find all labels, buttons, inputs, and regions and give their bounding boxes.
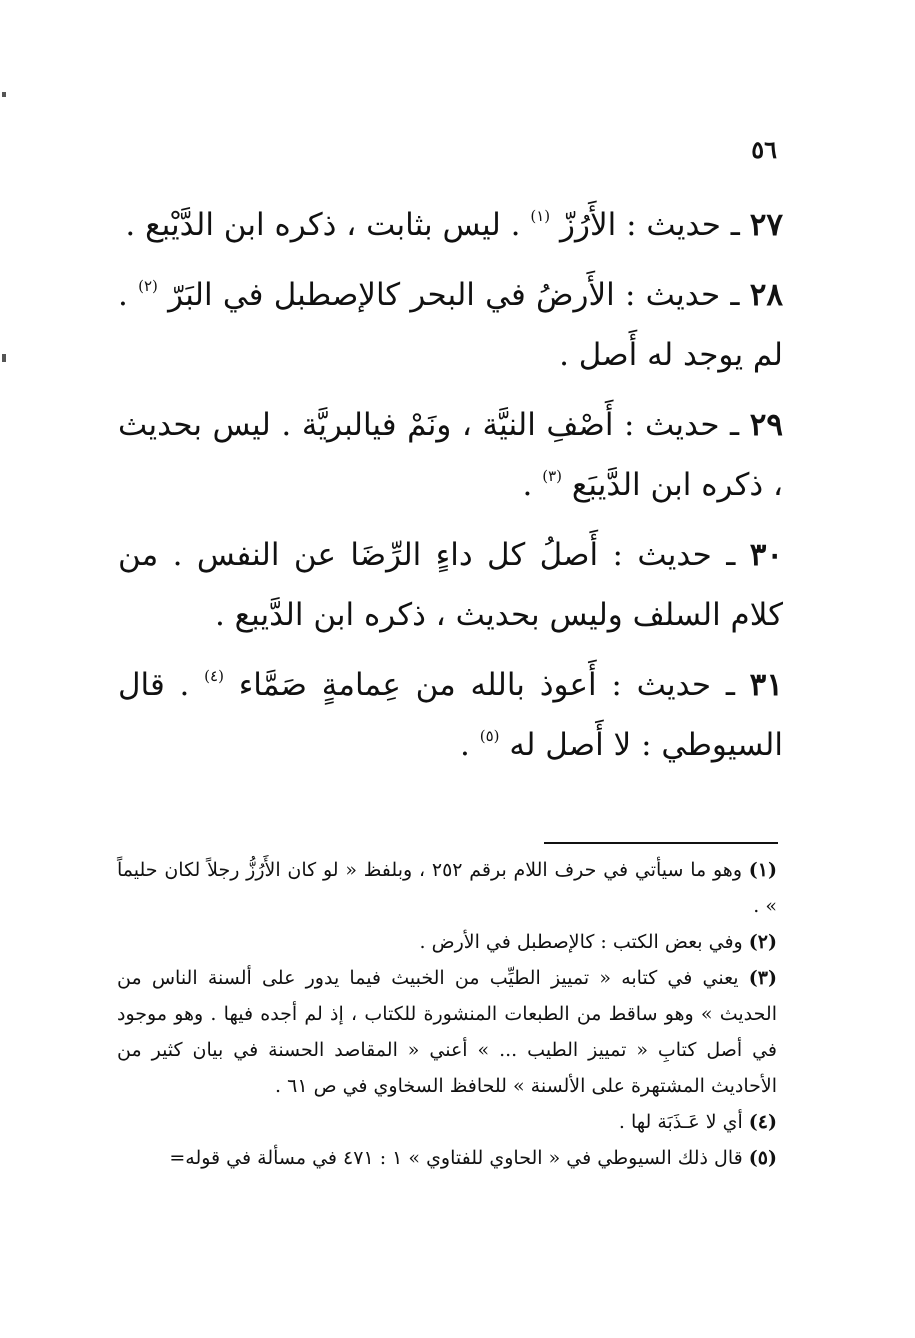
- entry-number: ٢٧: [749, 207, 783, 243]
- entry-text: ـ حديث : أَعوذ بالله من عِمامةٍ صَمَّاء: [238, 667, 750, 703]
- footnote-number: (٥): [748, 1147, 777, 1169]
- footnote-separator: [544, 842, 778, 844]
- footnote-ref: (٣): [542, 467, 562, 485]
- entry-29: [118, 395, 783, 515]
- footnote-number: (١): [748, 859, 777, 881]
- entry-number: ٣٠: [749, 537, 783, 573]
- scan-edge-mark: [2, 354, 6, 362]
- entry-text-after: . لم يوجد له أَصل .: [118, 277, 783, 373]
- main-text: [118, 195, 783, 785]
- entry-text: ـ حديث : أَصْفِ النيَّة ، ونَمْ فيالبريَّة . ليس بحديث ، ذكره ابن الدَّيبَع: [118, 407, 783, 503]
- footnote-text: وفي بعض الكتب : كالإصطبل في الأرض .: [419, 931, 749, 953]
- footnote-text: يعني في كتابه « تمييز الطيِّب من الخبيث فيما يدور على ألسنة الناس من الحديث » وهو ساقط من الطبعات المنشورة للكتاب ، إذ لم أجده فيها . وهو موجود في أصل كتابِ « تمييز الطيب ... » أعني « المقاصد الحسنة في بيان كثير من الأحاديث المشتهرة على الألسنة » للحافظ السخاوي في ص ٦١ .: [117, 967, 777, 1097]
- entry-number: ٢٨: [749, 277, 783, 313]
- entry-31: [118, 655, 783, 775]
- footnotes: [117, 852, 777, 1176]
- footnote-3: [117, 960, 777, 1104]
- footnote-2: [117, 924, 777, 960]
- footnote-text: أي لا عَـذَبَة لها .: [618, 1111, 749, 1133]
- scan-edge-mark: [2, 92, 6, 97]
- footnote-1: [117, 852, 777, 924]
- footnote-text: قال ذلك السيوطي في « الحاوي للفتاوي » ١ : ٤٧١ في مسألة في قوله=: [169, 1147, 749, 1169]
- entry-text-after: . ليس بثابت ، ذكره ابن الدَّيْبع .: [125, 207, 531, 243]
- footnote-ref: (١): [530, 207, 551, 225]
- entry-text: ـ حديث : أَصلُ كل داءٍ الرِّضَا عن النفس . من كلام السلف وليس بحديث ، ذكره ابن الدَّيبع .: [118, 537, 783, 633]
- entry-30: [118, 525, 783, 645]
- entry-text-end: .: [460, 727, 480, 763]
- footnote-ref: (٥): [479, 727, 500, 745]
- footnote-number: (٢): [748, 931, 777, 953]
- page-number: ٥٦: [751, 135, 777, 164]
- footnote-number: (٣): [748, 967, 777, 989]
- footnote-5: [117, 1140, 777, 1176]
- entry-text: ـ حديث : الأَرضُ في البحر كالإصطبل في البَرّ: [168, 277, 750, 313]
- entry-text-after: . قال السيوطي : لا أَصل له: [118, 667, 783, 763]
- footnote-ref: (٤): [204, 667, 224, 685]
- entry-28: [118, 265, 783, 385]
- footnote-text: وهو ما سيأتي في حرف اللام برقم ٢٥٢ ، وبلفظ « لو كان الأَرُزُّ رجلاً لكان حليماً » .: [117, 859, 777, 917]
- entry-text: ـ حديث : الأَرُزّ: [560, 207, 750, 243]
- footnote-4: [117, 1104, 777, 1140]
- entry-text-after: .: [522, 467, 543, 503]
- footnote-ref: (٢): [138, 277, 158, 295]
- entry-27: [118, 195, 783, 255]
- entry-number: ٣١: [749, 667, 783, 703]
- entry-number: ٢٩: [749, 407, 783, 443]
- footnote-number: (٤): [748, 1111, 777, 1133]
